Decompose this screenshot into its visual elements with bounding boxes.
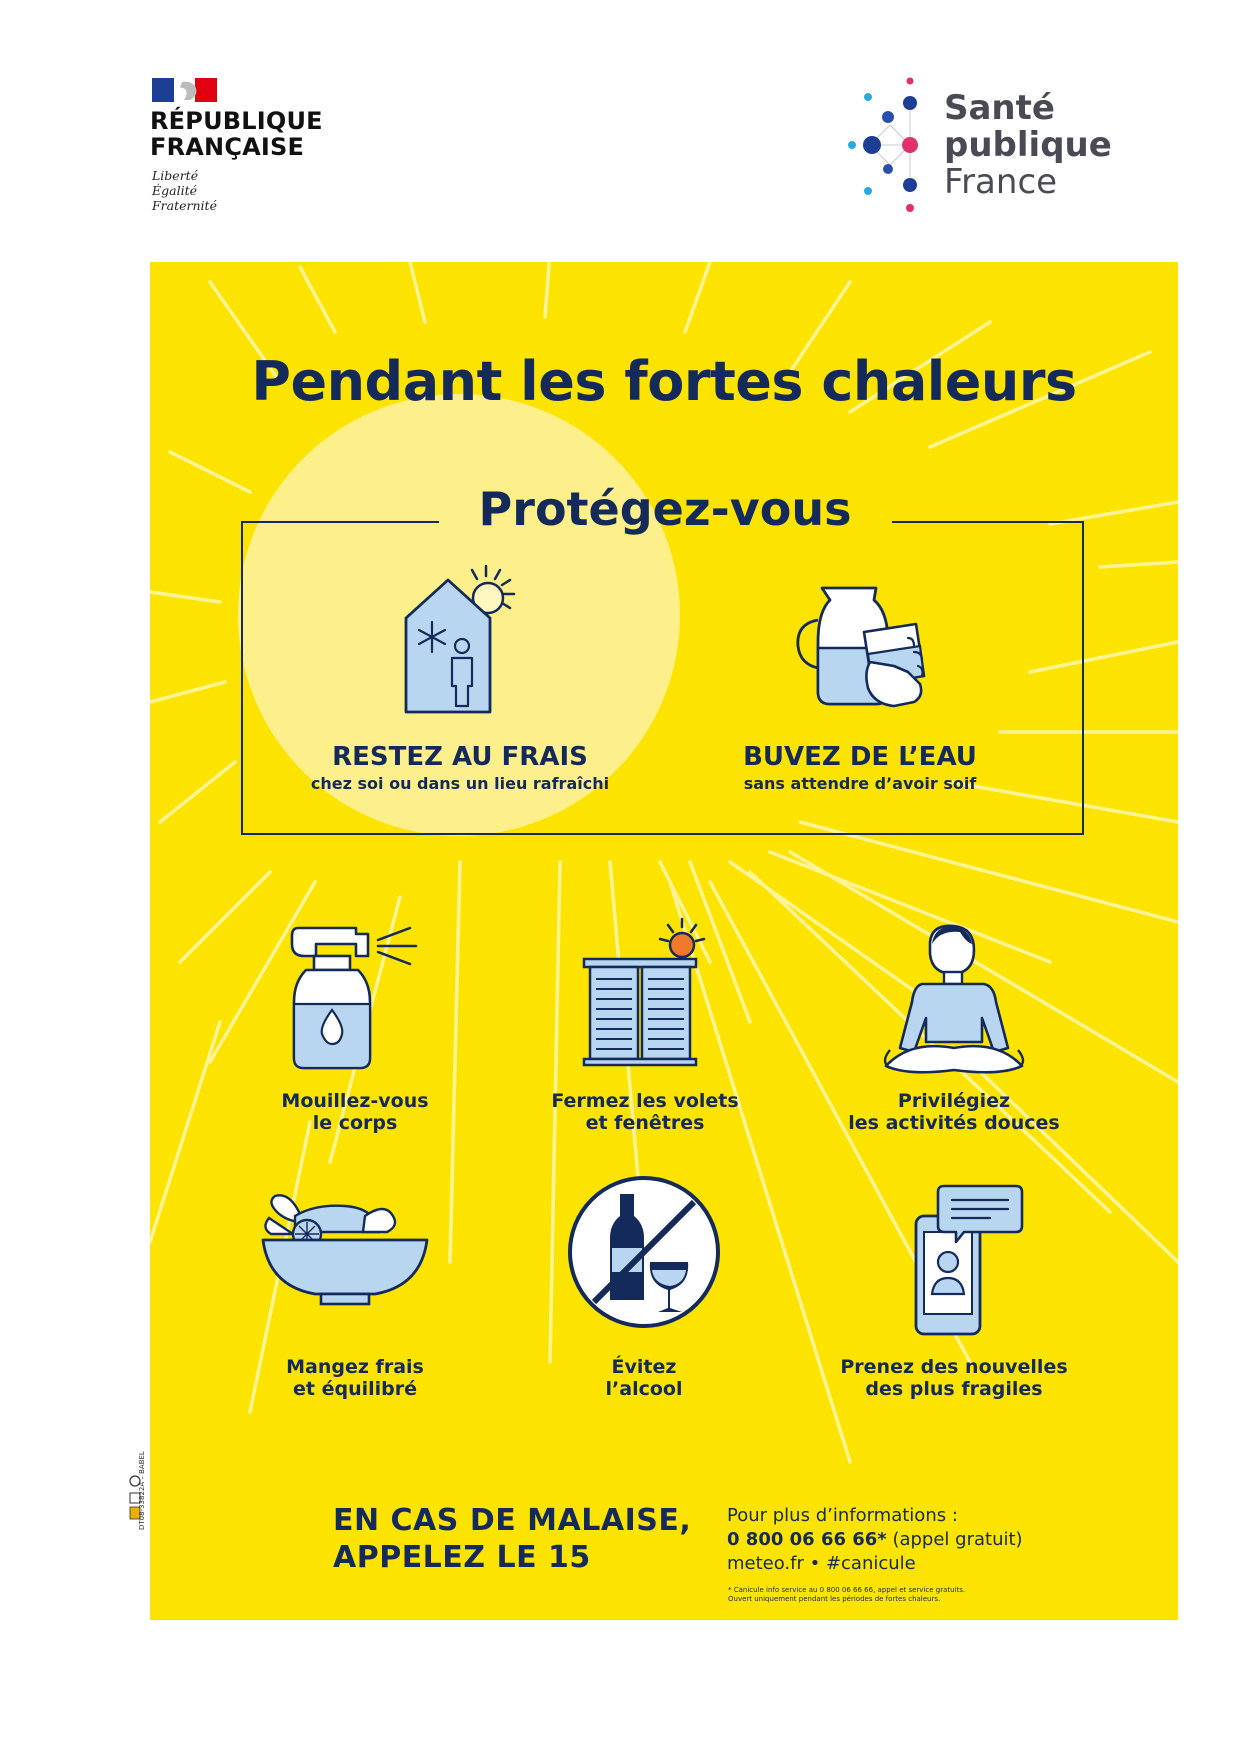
emergency-call-notice: [333, 1502, 691, 1576]
tip-gentle-activities-line1: Privilégiez: [897, 1090, 1011, 1112]
motto-egalite: Égalité: [152, 183, 197, 198]
meditation-icon: [870, 922, 1040, 1082]
tip-avoid-alcohol-line2: l’alcool: [605, 1378, 683, 1400]
house-cool-icon: [390, 562, 530, 722]
more-info-block: [727, 1504, 1023, 1576]
info-phone-number[interactable]: 0 800 06 66 66*: [727, 1529, 887, 1550]
tip-drink-water-subtitle: sans attendre d’avoir soif: [743, 774, 977, 793]
info-links[interactable]: meteo.fr • #canicule: [727, 1553, 916, 1574]
spf-line3: France: [944, 162, 1058, 202]
tip-drink-water-title: BUVEZ DE L’EAU: [743, 742, 977, 772]
tip-wet-body-label: [225, 1090, 485, 1134]
spf-line2: publique: [944, 125, 1112, 165]
tip-avoid-alcohol-label: [514, 1356, 774, 1400]
tip-check-fragile-label: [824, 1356, 1084, 1400]
emergency-line2: APPELEZ LE 15: [333, 1540, 591, 1575]
tip-check-fragile-line1: Prenez des nouvelles: [840, 1356, 1068, 1378]
motto-fraternite: Fraternité: [152, 198, 217, 213]
fine-print-line2: Ouvert uniquement pendant les périodes de fortes chaleurs.: [728, 1595, 941, 1603]
no-alcohol-icon: [564, 1172, 724, 1332]
tip-gentle-activities-label: [824, 1090, 1084, 1134]
emergency-line1: EN CAS DE MALAISE,: [333, 1503, 692, 1538]
tip-check-fragile-line2: des plus fragiles: [865, 1378, 1043, 1400]
motto-liberte: Liberté: [152, 168, 199, 183]
tip-wet-body-line2: le corps: [312, 1112, 398, 1134]
republique-motto: [152, 168, 217, 213]
tip-stay-cool-title: RESTEZ AU FRAIS: [332, 742, 588, 772]
tip-shutters-line1: Fermez les volets: [551, 1090, 739, 1112]
sante-publique-france-wordmark: [944, 90, 1112, 201]
tip-wet-body-line1: Mouillez-vous: [281, 1090, 429, 1112]
poster-subtitle: Protégez-vous: [478, 482, 852, 536]
fine-print: [728, 1586, 965, 1604]
rf-title-line1: RÉPUBLIQUE: [150, 107, 323, 135]
phone-call-icon: [910, 1182, 1030, 1342]
tip-eat-fresh-label: [225, 1356, 485, 1400]
info-phone-note: (appel gratuit): [886, 1529, 1023, 1550]
tip-gentle-activities-line2: les activités douces: [848, 1112, 1060, 1134]
tip-stay-cool-subtitle: chez soi ou dans un lieu rafraîchi: [310, 774, 610, 793]
spray-bottle-icon: [270, 922, 440, 1077]
tip-eat-fresh-line2: et équilibré: [293, 1378, 417, 1400]
rf-title-line2: FRANÇAISE: [150, 133, 305, 161]
info-intro: Pour plus d’informations :: [727, 1505, 958, 1526]
info-phone-line: [727, 1528, 1023, 1552]
tip-shutters-label: [515, 1090, 775, 1134]
tip-shutters-line2: et fenêtres: [585, 1112, 705, 1134]
republique-francaise-title: [150, 108, 323, 160]
food-bowl-icon: [255, 1182, 435, 1312]
fine-print-line1: * Canicule info service au 0 800 06 66 66, appel et service gratuits.: [728, 1586, 966, 1594]
marianne-flag-logo: [152, 78, 217, 102]
sante-publique-france-logo-icon: [840, 75, 940, 220]
tip-avoid-alcohol-line1: Évitez: [611, 1356, 677, 1378]
tip-eat-fresh-line1: Mangez frais: [286, 1356, 424, 1378]
shutters-icon: [580, 917, 720, 1077]
poster-title: Pendant les fortes chaleurs: [251, 350, 1077, 413]
water-pitcher-icon: [790, 572, 950, 722]
spf-line1: Santé: [944, 88, 1055, 128]
heatwave-poster: [150, 262, 1178, 1620]
document-reference-code: DT08-33822A – BABEL: [138, 1451, 146, 1530]
